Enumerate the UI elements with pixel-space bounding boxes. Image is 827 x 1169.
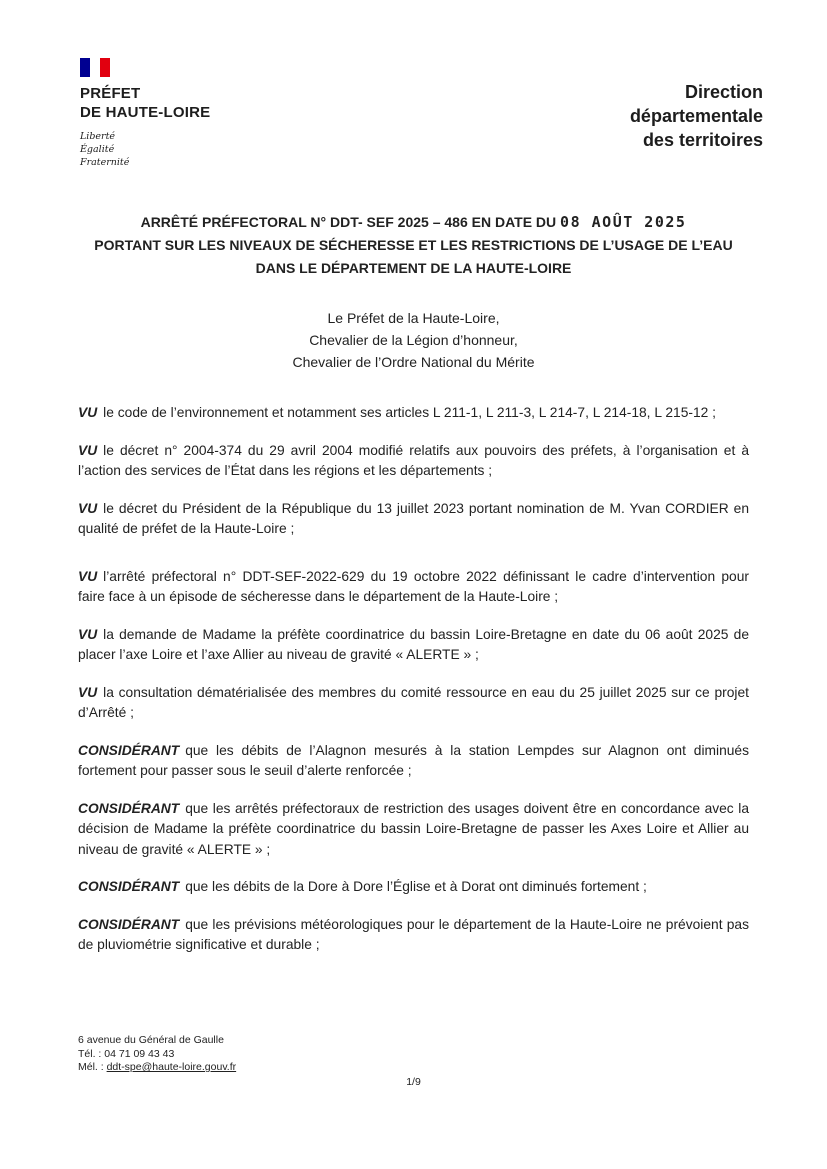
- motto-line: Fraternité: [80, 157, 130, 168]
- document-header: [0, 0, 827, 169]
- title-text: ARRÊTÉ PRÉFECTORAL N° DDT- SEF 2025 – 486 EN DATE DU: [140, 214, 557, 230]
- service-name-line: des territoires: [642, 130, 763, 150]
- paragraph-text: le code de l’environnement et notamment ses articles L 211-1, L 211-3, L 214-7, L 214-18, L 215-12 ;: [103, 405, 716, 420]
- paragraph-text: l’arrêté préfectoral n° DDT-SEF-2022-629 du 19 octobre 2022 définissant le cadre d’intervention pour faire face à un épisode de sécheresse dans le département de la Haute-Loire ;: [78, 568, 749, 604]
- salutation-line: Chevalier de la Légion d’honneur,: [309, 332, 518, 348]
- footer-email-label: Mél. :: [78, 1061, 104, 1073]
- service-name: [630, 80, 763, 152]
- prefecture-name-line: DE HAUTE-LOIRE: [80, 104, 211, 121]
- footer-address-line: 6 avenue du Général de Gaulle: [78, 1034, 224, 1046]
- paragraph-lead: VU: [78, 626, 98, 642]
- paragraph-vu: [78, 567, 749, 608]
- title-line-2: PORTANT SUR LES NIVEAUX DE SÉCHERESSE ET LES RESTRICTIONS DE L’USAGE DE L’EAU: [94, 237, 733, 253]
- paragraph-lead: VU: [78, 405, 98, 420]
- paragraph-text: que les arrêtés préfectoraux de restriction des usages doivent être en concordance avec la décision de Madame la préfète coordinatrice du bassin Loire-Bretagne de passer les Axes Loire et Allier au niveau de gravité « ALERTE » ;: [78, 800, 749, 857]
- page-number: 1/9: [406, 1076, 421, 1088]
- document-title: [76, 211, 752, 280]
- paragraph-lead: VU: [78, 684, 98, 700]
- paragraph-lead: CONSIDÉRANT: [78, 916, 180, 932]
- footer-email-line: [78, 1061, 236, 1075]
- motto-line: Liberté: [80, 131, 116, 142]
- service-name-line: départementale: [629, 106, 763, 126]
- paragraph-text: la demande de Madame la préfète coordinatrice du bassin Loire-Bretagne en date du 06 août 2025 de placer l’axe Loire et l’axe Allier au niveau de gravité « ALERTE » ;: [78, 626, 749, 662]
- paragraph-vu: [78, 441, 749, 482]
- prefecture-logo: [80, 58, 260, 169]
- paragraph-considerant: [78, 915, 749, 956]
- prefecture-name: [80, 84, 260, 122]
- paragraph-text: que les prévisions météorologiques pour le département de la Haute-Loire ne prévoient pas de pluviométrie significative et durable ;: [78, 916, 749, 952]
- paragraph-lead: CONSIDÉRANT: [78, 800, 180, 816]
- french-flag-icon: [80, 58, 110, 77]
- salutation-block: [0, 307, 827, 373]
- paragraph-considerant: [78, 877, 749, 898]
- paragraph-lead: VU: [78, 500, 98, 516]
- paragraph-vu: [78, 625, 749, 666]
- paragraph-text: la consultation dématérialisée des membres du comité ressource en eau du 25 juillet 2025 sur ce projet d’Arrêté ;: [78, 684, 749, 720]
- motto-line: Égalité: [80, 144, 115, 155]
- paragraph-lead: VU: [78, 442, 98, 458]
- footer-contact: [78, 1034, 236, 1075]
- footer-phone: Tél. : 04 71 09 43 43: [78, 1047, 175, 1060]
- paragraph-vu: [78, 403, 749, 424]
- prefecture-name-line: PRÉFET: [80, 85, 141, 102]
- paragraph-vu: [78, 683, 749, 724]
- email-link[interactable]: ddt-spe@haute-loire.gouv.fr: [106, 1061, 237, 1073]
- title-line-3: DANS LE DÉPARTEMENT DE LA HAUTE-LOIRE: [255, 260, 572, 276]
- document-body: [78, 403, 749, 956]
- paragraph-text: le décret du Président de la République du 13 juillet 2023 portant nomination de M. Yvan CORDIER en qualité de préfet de la Haute-Loire ;: [78, 500, 749, 536]
- salutation-line: Le Préfet de la Haute-Loire,: [327, 310, 500, 326]
- salutation-line: Chevalier de l’Ordre National du Mérite: [292, 354, 535, 370]
- flag-stripe-red: [100, 58, 110, 77]
- paragraph-considerant: [78, 799, 749, 861]
- title-line-1: [76, 211, 752, 234]
- flag-stripe-blue: [80, 58, 90, 77]
- flag-stripe-white: [90, 58, 100, 77]
- paragraph-text: que les débits de la Dore à Dore l’Église et à Dorat ont diminués fortement ;: [185, 879, 647, 894]
- republic-motto: [80, 130, 260, 169]
- service-name-line: Direction: [684, 82, 763, 102]
- paragraph-lead: CONSIDÉRANT: [78, 742, 180, 758]
- paragraph-lead: VU: [78, 568, 98, 584]
- paragraph-text: le décret n° 2004-374 du 29 avril 2004 modifié relatifs aux pouvoirs des préfets, à l’organisation et à l’action des services de l’État dans les régions et les départements ;: [78, 442, 749, 478]
- paragraph-considerant: [78, 741, 749, 782]
- paragraph-vu: [78, 499, 749, 540]
- paragraph-lead: CONSIDÉRANT: [78, 879, 180, 894]
- date-stamp: 08 AOÛT 2025: [560, 213, 687, 231]
- paragraph-text: que les débits de l’Alagnon mesurés à la station Lempdes sur Alagnon ont diminués fortement pour passer sous le seuil d’alerte renforcée ;: [78, 742, 749, 778]
